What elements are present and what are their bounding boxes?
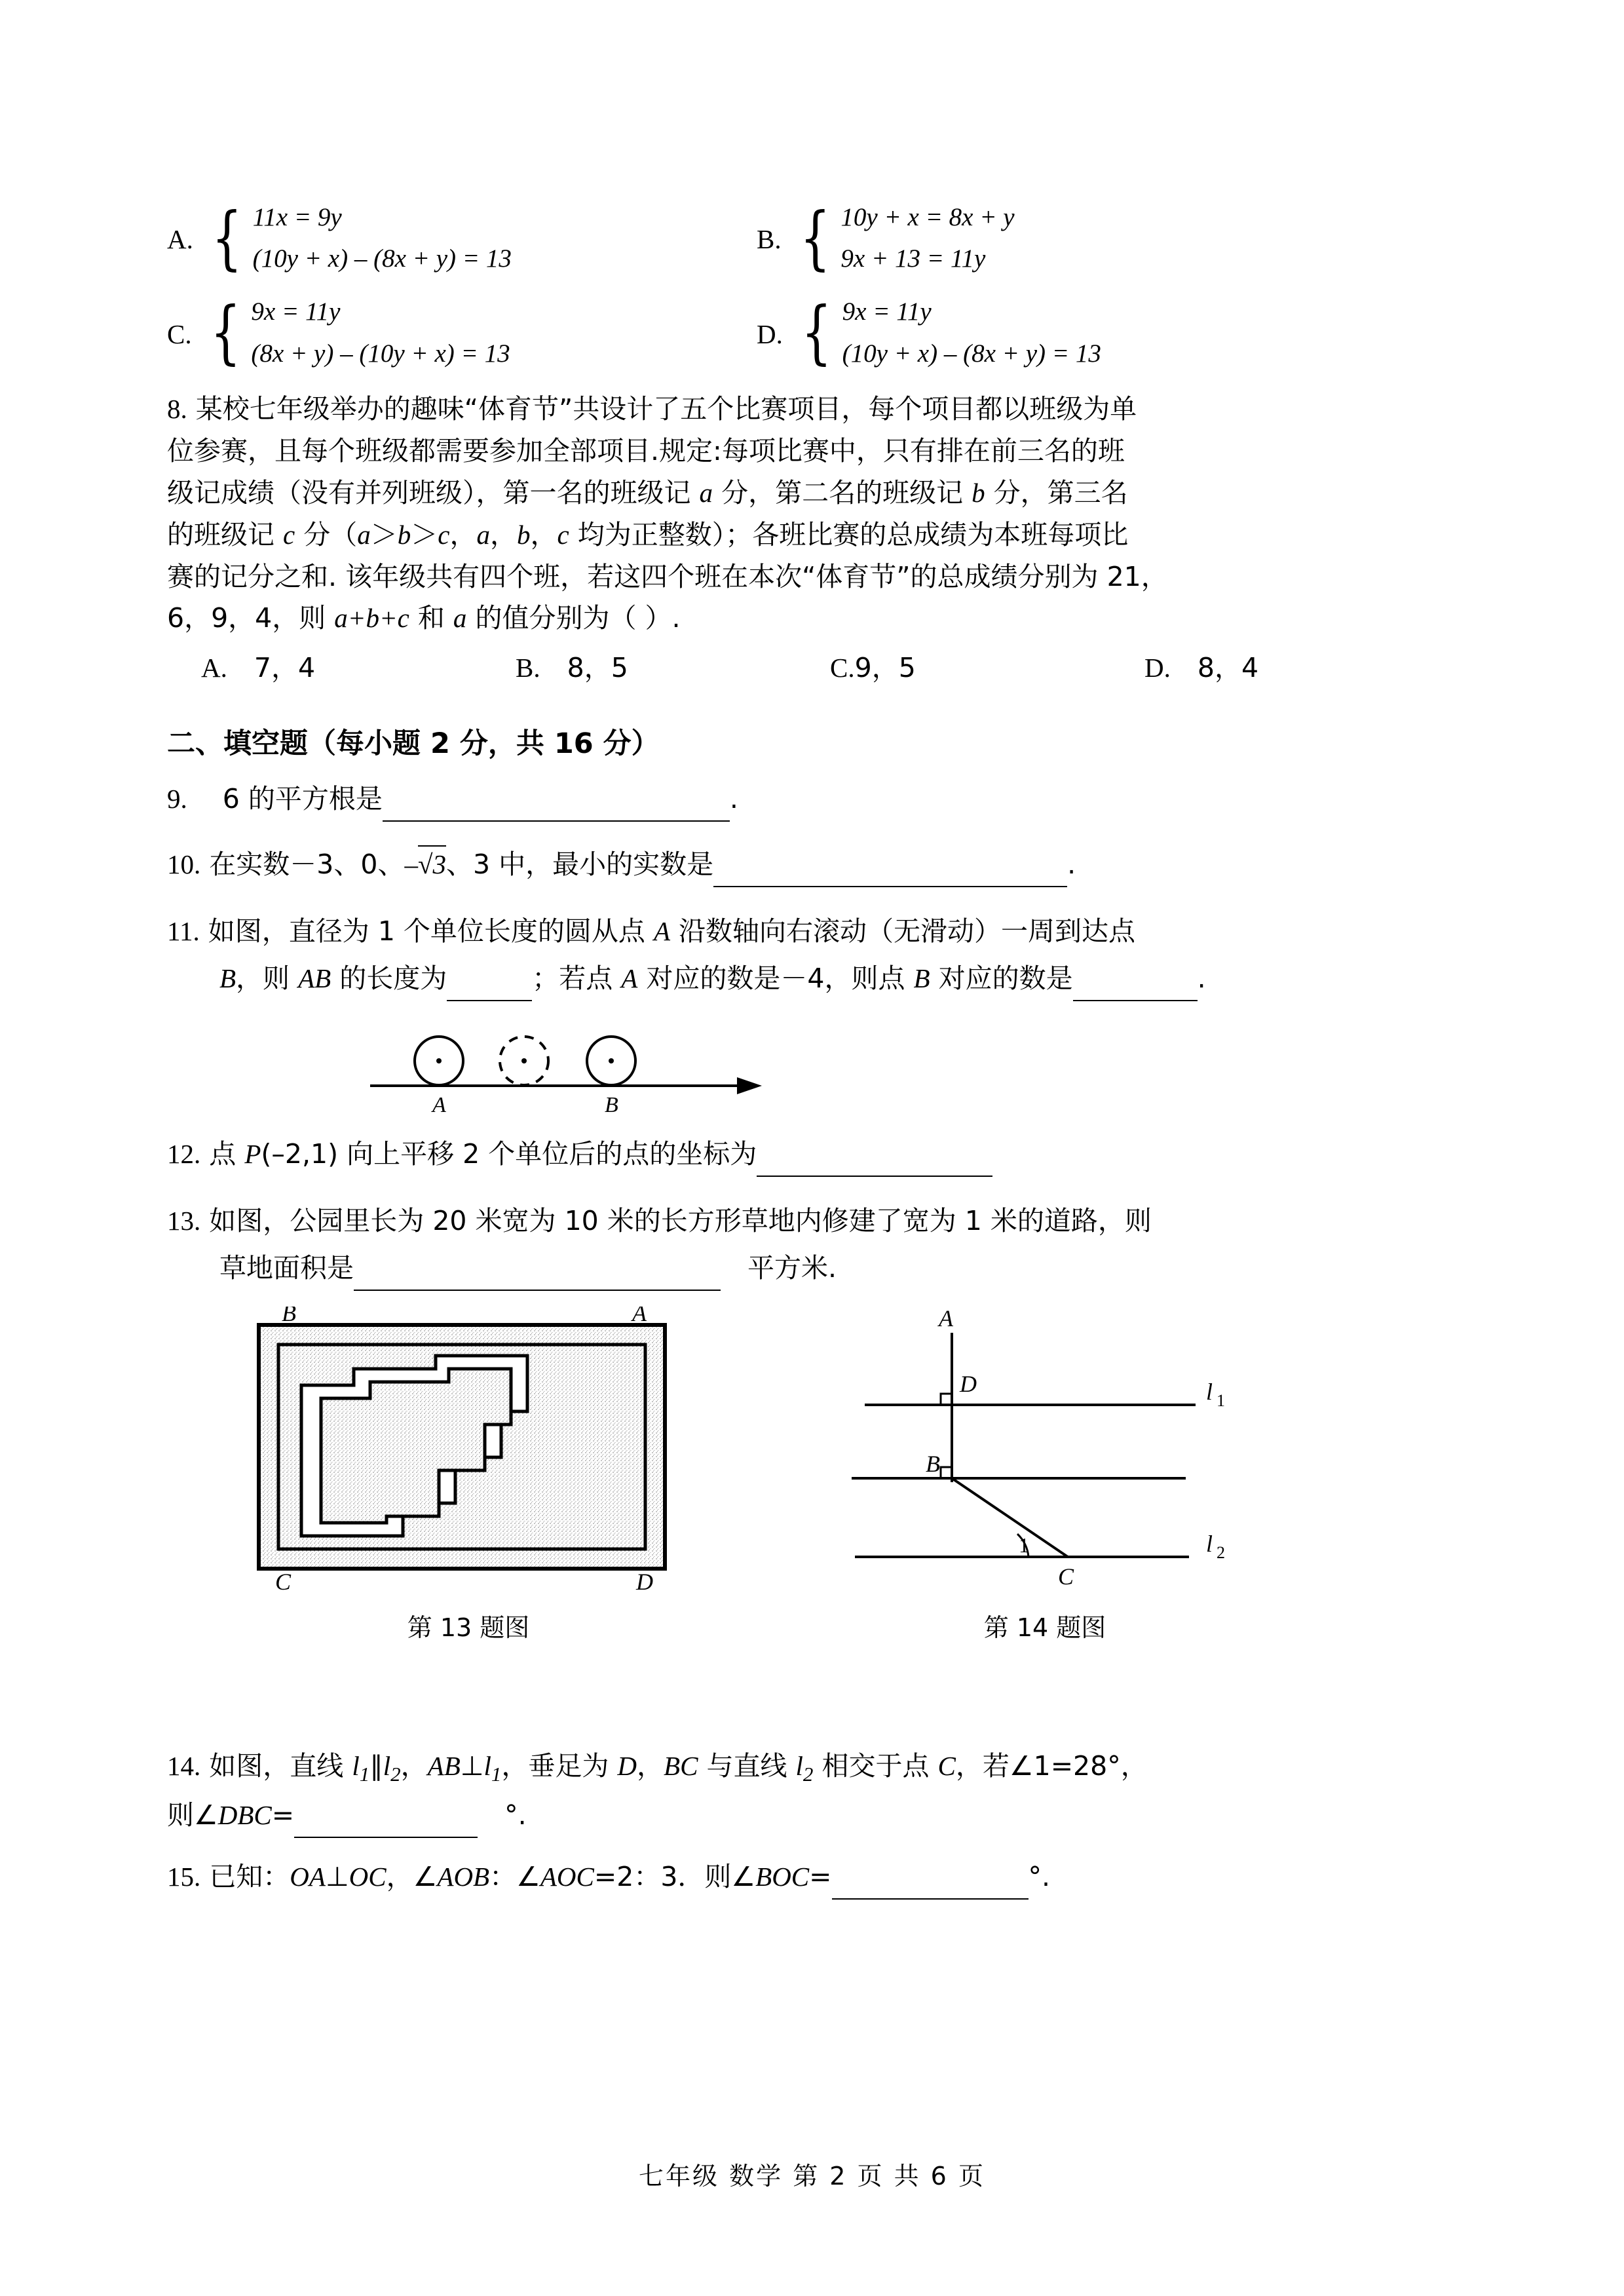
degree-unit: °. <box>504 1799 527 1831</box>
segment-ab: AB <box>298 963 331 994</box>
q13-line2a: 草地面积是 <box>219 1252 354 1284</box>
radical-3: –√ 3 <box>404 844 446 886</box>
equation-2: (8x + y) – (10y + x) = 13 <box>251 339 510 368</box>
answer-blank-11-2[interactable] <box>1073 958 1198 1001</box>
q8-line3-row <box>167 472 1471 514</box>
q9-period: . <box>729 783 738 815</box>
var-a3: a <box>476 519 490 550</box>
answer-blank-9[interactable] <box>383 778 730 822</box>
option-label: D. <box>1144 653 1171 683</box>
sub-4: 2 <box>803 1763 814 1786</box>
question-number: 13. <box>167 1206 201 1236</box>
equation-1: 9x = 11y <box>251 297 341 326</box>
figure-13-caption: 第 13 题图 <box>407 1613 530 1643</box>
q15-c: ：∠ <box>489 1860 540 1892</box>
equation-1: 11x = 9y <box>252 203 342 231</box>
answer-blank-15[interactable] <box>832 1856 1029 1900</box>
angle-aoc: AOC <box>540 1861 594 1892</box>
q11-period: . <box>1197 963 1206 995</box>
line-l2b: l <box>795 1751 803 1782</box>
gt-2: ＞ <box>411 518 438 550</box>
grass-field-diagram <box>239 1307 698 1595</box>
q14-g: 相交于点 <box>813 1750 938 1782</box>
q9-text: 6 的平方根是 <box>222 783 383 815</box>
option-value: 8，4 <box>1197 652 1259 684</box>
option-label: C. <box>830 653 855 683</box>
q8-line5-row <box>167 556 1471 598</box>
q8-line3b: 分，第二名的班级记 <box>713 476 972 508</box>
label-l1: l <box>1206 1379 1213 1406</box>
label-a: A <box>432 1093 446 1116</box>
question-8 <box>167 389 1471 430</box>
q8-line3a: 级记成绩（没有并列班级），第一名的班级记 <box>167 476 700 508</box>
var-a: a <box>699 477 713 508</box>
choice-option-b[interactable] <box>757 197 1015 279</box>
q11-line2e: 对应的数是 <box>930 963 1073 995</box>
q13-line2 <box>167 1248 1471 1291</box>
label-a: A <box>939 1307 953 1332</box>
sub-2: 2 <box>390 1763 401 1786</box>
label-l1-sub: 1 <box>1217 1391 1225 1411</box>
line-l1b: l <box>483 1751 491 1782</box>
q14-i: ，若∠1=28°， <box>955 1750 1148 1782</box>
q8-line3c: 分，第三名 <box>985 476 1128 508</box>
choice-row <box>167 291 1471 373</box>
question-7-choices <box>167 197 1471 374</box>
option-value: 9，5 <box>854 652 916 684</box>
q11-line2b: 的长度为 <box>331 963 447 995</box>
choice-option-c[interactable] <box>167 291 757 373</box>
equation-2: (10y + x) – (8x + y) = 13 <box>252 244 512 273</box>
q10-period: . <box>1067 849 1076 881</box>
q11-line2d: 对应的数是－4，则点 <box>637 963 914 995</box>
parallel-symbol: ∥ <box>369 1750 383 1782</box>
answer-blank-10[interactable] <box>713 844 1067 887</box>
q8-line5: 赛的记分之和. 该年级共有四个班，若这四个班在本次“体育节”的总成绩分别为 21， <box>167 560 1168 592</box>
figure-13 <box>239 1307 698 1643</box>
q8-option-d[interactable] <box>1144 646 1459 685</box>
choice-letter: C. <box>167 318 192 349</box>
angle-dbc: DBC <box>217 1799 272 1830</box>
question-13 <box>167 1200 1471 1242</box>
line-l1: l <box>352 1751 360 1782</box>
question-number: 9. <box>167 784 187 814</box>
var-b3: b <box>517 519 531 550</box>
q8-line6-row <box>167 598 1471 640</box>
point-a: A <box>653 916 671 947</box>
equation-2: 9x + 13 = 11y <box>840 244 986 273</box>
point-p: P <box>244 1139 261 1170</box>
comma-3: ， <box>530 518 557 550</box>
label-d: D <box>960 1371 977 1398</box>
label-angle-1: 1 <box>1019 1533 1029 1558</box>
section-2-title: 二、填空题（每小题 2 分，共 16 分） <box>167 727 660 761</box>
var-a4: a <box>453 603 467 634</box>
perp-symbol: ⊥ <box>460 1750 484 1782</box>
degree-unit: °. <box>1028 1860 1051 1892</box>
point-b2: B <box>913 963 930 994</box>
label-l2: l <box>1206 1531 1213 1558</box>
parallel-lines-diagram <box>842 1307 1248 1595</box>
q15-a: 已知： <box>209 1860 290 1892</box>
q8-line4a: 的班级记 <box>167 518 284 550</box>
equation-1: 10y + x = 8x + y <box>840 203 1015 231</box>
equation-2: (10y + x) – (8x + y) = 13 <box>842 339 1101 368</box>
var-b: b <box>972 477 985 508</box>
comma2: ， <box>637 1750 664 1782</box>
equation-1: 9x = 11y <box>842 297 932 326</box>
figures-13-14 <box>167 1307 1471 1647</box>
label-b: B <box>282 1307 296 1327</box>
q11-line2c: ；若点 <box>532 963 622 995</box>
q14-f: 与直线 <box>698 1750 796 1782</box>
segment-bc: BC <box>664 1751 698 1782</box>
sub-1: 1 <box>359 1763 370 1786</box>
comma: ， <box>400 1750 428 1782</box>
brace-glyph: { <box>211 198 242 278</box>
ray-oa: OA <box>290 1861 326 1892</box>
expr-abc: a+b+c <box>334 603 409 634</box>
page-content <box>167 197 1471 1900</box>
q8-line2-row <box>167 430 1471 472</box>
q14-c: ，垂足为 <box>501 1750 618 1782</box>
equation-system <box>840 197 1014 279</box>
q10-text-a: 在实数－3、0、 <box>209 849 405 881</box>
q11-line2a: ，则 <box>236 963 299 995</box>
var-c2: c <box>438 519 450 550</box>
q14-line2a: 则∠ <box>167 1799 218 1831</box>
page-footer: 七年级 数学 第 2 页 共 6 页 <box>639 2162 985 2191</box>
question-11 <box>167 911 1471 953</box>
question-number: 11. <box>167 916 200 947</box>
figure-14 <box>842 1307 1248 1643</box>
option-value: 7，4 <box>254 652 316 684</box>
label-d: D <box>636 1569 653 1596</box>
question-number: 10. <box>167 849 201 880</box>
brace-glyph: { <box>799 198 831 278</box>
q11-line1a: 如图，直径为 1 个单位长度的圆从点 <box>208 915 654 947</box>
q8-line4h: 均为正整数）；各班比赛的总成绩为本班每项比 <box>569 518 1129 550</box>
q8-line1: 某校七年级举办的趣味“体育节”共设计了五个比赛项目，每个项目都以班级为单 <box>195 392 1137 425</box>
ray-oc: OC <box>349 1861 387 1892</box>
label-a: A <box>632 1307 647 1327</box>
q8-options <box>167 646 1471 685</box>
q11-figure <box>364 1017 783 1115</box>
question-number: 15. <box>167 1861 201 1892</box>
option-label: A. <box>201 653 227 683</box>
angle-aob: AOB <box>437 1861 490 1892</box>
var-c3: c <box>557 519 569 550</box>
question-10 <box>167 844 1471 887</box>
choice-letter: B. <box>757 224 782 255</box>
answer-blank-11-1[interactable] <box>447 958 532 1001</box>
q13-line2b: 平方米. <box>747 1252 837 1284</box>
question-12 <box>167 1134 1471 1177</box>
question-15 <box>167 1856 1471 1900</box>
angle-boc: BOC <box>755 1861 810 1892</box>
choice-row <box>167 197 1471 279</box>
q8-line4-row <box>167 514 1471 556</box>
q8-option-b[interactable] <box>516 646 830 685</box>
segment-ab: AB <box>427 1751 461 1782</box>
point-b: B <box>219 963 236 994</box>
brace-glyph: { <box>801 292 832 373</box>
option-value: 8，5 <box>567 652 628 684</box>
question-14 <box>167 1746 1471 1791</box>
q12-text-a: 点 <box>209 1138 245 1170</box>
choice-letter: D. <box>757 318 783 349</box>
equation-system <box>253 197 512 279</box>
q13-line1: 如图，公园里长为 20 米宽为 10 米的长方形草地内修建了宽为 1 米的道路，则 <box>209 1205 1152 1237</box>
figure-14-caption: 第 14 题图 <box>983 1613 1106 1643</box>
perp-symbol: ⊥ <box>325 1860 349 1892</box>
q8-option-a[interactable] <box>201 646 516 685</box>
question-9 <box>167 778 1471 822</box>
label-c: C <box>275 1569 292 1596</box>
comma-2: ， <box>490 518 517 550</box>
q10-text-b: 、3 中，最小的实数是 <box>445 849 714 881</box>
label-l2-sub: 2 <box>1217 1543 1225 1563</box>
equals: = <box>271 1799 295 1831</box>
label-b: B <box>605 1093 618 1116</box>
choice-option-d[interactable] <box>757 291 1101 373</box>
equation-system <box>842 291 1101 373</box>
q8-line6e: 的值分别为（ ）. <box>466 602 681 634</box>
q14-a: 如图，直线 <box>209 1750 352 1782</box>
q8-line4b: 分（ <box>295 518 358 550</box>
q8-line6c: 和 <box>409 602 453 634</box>
point-d: D <box>617 1751 637 1782</box>
equation-system <box>251 291 510 373</box>
q8-line2: 位参赛，且每个班级都需要参加全部项目.规定:每项比赛中，只有排在前三名的班 <box>167 434 1125 467</box>
choice-option-a[interactable] <box>167 197 757 279</box>
var-c: c <box>283 519 295 550</box>
gt-1: ＞ <box>370 518 398 550</box>
brace-glyph: { <box>210 292 241 373</box>
var-a2: a <box>357 519 371 550</box>
answer-blank-13[interactable] <box>354 1248 721 1291</box>
answer-blank-14[interactable] <box>294 1795 478 1838</box>
option-label: B. <box>516 653 540 683</box>
comma-1: ， <box>449 518 477 550</box>
point-c: C <box>937 1751 956 1782</box>
number-line-diagram <box>364 1017 783 1115</box>
line-l2: l <box>383 1751 391 1782</box>
sub-3: 1 <box>491 1763 502 1786</box>
q11-line2 <box>167 958 1471 1001</box>
point-a2: A <box>621 963 638 994</box>
label-b: B <box>926 1451 940 1478</box>
q11-line1b: 沿数轴向右滚动（无滑动）一周到达点 <box>670 915 1136 947</box>
answer-blank-12[interactable] <box>757 1134 992 1177</box>
question-number: 14. <box>167 1751 201 1782</box>
choice-letter: A. <box>167 224 193 255</box>
q15-b: ，∠ <box>386 1860 438 1892</box>
question-number: 8. <box>167 393 187 424</box>
q12-text-b: (–2,1) 向上平移 2 个单位后的点的坐标为 <box>261 1138 757 1170</box>
q8-option-c[interactable] <box>830 646 1144 685</box>
equals: = <box>809 1860 832 1892</box>
label-c: C <box>1058 1563 1074 1590</box>
q15-d: =2：3．则∠ <box>594 1860 756 1892</box>
var-b2: b <box>397 519 411 550</box>
q8-line6a: 6，9，4，则 <box>167 602 335 634</box>
q14-line2 <box>167 1795 1471 1838</box>
question-number: 12. <box>167 1139 201 1170</box>
